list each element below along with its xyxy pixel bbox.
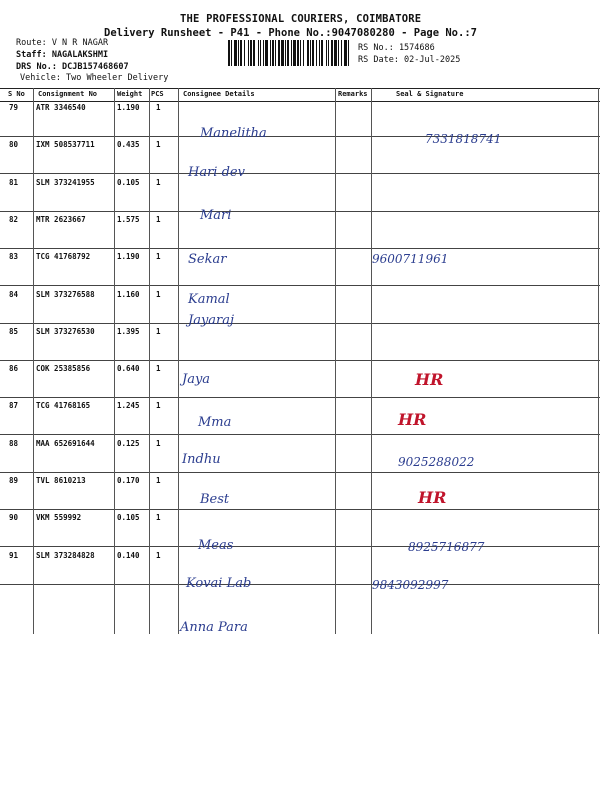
col-weight: Weight (117, 90, 143, 98)
row-pcs: 1 (156, 550, 161, 560)
row-pcs: 1 (156, 476, 161, 485)
row-weight: 1.160 (117, 289, 140, 299)
row-consignment-no: SLM 373284828 (36, 550, 95, 560)
signature-handwriting: 7331818741 (425, 132, 502, 146)
drs-number: DRS No.: DCJB157468607 (16, 62, 129, 72)
col-sno: S No (8, 90, 25, 98)
col-seal: Seal & Signature (396, 90, 464, 98)
row-sno: 83 (9, 252, 19, 262)
row-consignment-no: TVL 8610213 (36, 476, 86, 485)
row-consignment-no: SLM 373241955 (36, 177, 95, 187)
table-row (0, 175, 600, 212)
row-consignment-no: COK 25385856 (36, 364, 91, 374)
rs-number: RS No.: 1574686 (358, 43, 435, 53)
row-weight: 1.245 (117, 401, 140, 411)
row-consignment-no: VKM 559992 (36, 513, 82, 523)
row-pcs: 1 (156, 401, 161, 411)
column-divider (178, 88, 179, 634)
row-consignment-no: TCG 41768792 (36, 252, 91, 262)
row-weight: 0.140 (117, 550, 140, 560)
row-weight: 1.575 (117, 214, 140, 224)
row-consignment-no: IXM 508537711 (36, 140, 95, 150)
signature-handwriting: 8925716877 (408, 540, 485, 554)
row-weight: 0.170 (117, 476, 140, 485)
row-sno: 89 (9, 476, 19, 485)
column-divider (114, 88, 115, 634)
column-divider (371, 88, 372, 634)
rs-date: RS Date: 02-Jul-2025 (358, 55, 461, 65)
signature-handwriting: HR (398, 410, 427, 429)
column-divider (33, 88, 34, 634)
row-consignment-no: ATR 3346540 (36, 103, 86, 112)
signature-handwriting: HR (418, 488, 447, 507)
consignee-handwriting: Meas (198, 538, 234, 553)
row-pcs: 1 (156, 364, 161, 374)
table-row (0, 212, 600, 249)
table-row (0, 473, 600, 510)
runsheet-header (0, 0, 600, 88)
table-row (0, 436, 600, 473)
consignee-handwriting: Kamal (188, 292, 230, 307)
table-row (0, 548, 600, 585)
vehicle-label: Vehicle: Two Wheeler Delivery (20, 73, 169, 83)
row-sno: 79 (9, 103, 19, 112)
signature-handwriting: 9843092997 (372, 578, 449, 592)
row-sno: 88 (9, 438, 19, 448)
consignee-handwriting: Best (200, 492, 230, 507)
row-pcs: 1 (156, 252, 161, 262)
row-consignment-no: TCG 41768165 (36, 401, 91, 411)
signature-handwriting: 9025288022 (398, 455, 475, 469)
row-pcs: 1 (156, 214, 161, 224)
table-row (0, 249, 600, 286)
table-row (0, 361, 600, 398)
company-name: THE PROFESSIONAL COURIERS, COIMBATORE (180, 13, 422, 25)
consignee-handwriting: Sekar (188, 252, 227, 267)
row-weight: 0.105 (117, 177, 140, 187)
table-row (0, 137, 600, 174)
table-row (0, 398, 600, 435)
row-weight: 0.125 (117, 438, 140, 448)
consignee-handwriting: Mari (200, 208, 232, 223)
column-divider (335, 88, 336, 634)
row-weight: 0.640 (117, 364, 140, 374)
col-consignment: Consignment No (38, 90, 98, 98)
consignee-handwriting: Indhu (182, 452, 221, 467)
route-label: Route: V N R NAGAR (16, 38, 109, 48)
runsheet-title: Delivery Runsheet - P41 - Phone No.:9047080280 - Page No.:7 (104, 27, 477, 39)
table-row (0, 287, 600, 324)
row-weight: 0.105 (117, 513, 140, 523)
row-sno: 81 (9, 177, 19, 187)
consignee-handwriting: Kovai Lab (186, 576, 252, 591)
col-consignee: Consignee Details (183, 90, 255, 98)
row-sno: 80 (9, 140, 19, 150)
row-pcs: 1 (156, 326, 161, 336)
row-pcs: 1 (156, 513, 161, 523)
row-sno: 82 (9, 214, 19, 224)
row-sno: 91 (9, 550, 19, 560)
consignee-handwriting: Hari dev (188, 165, 245, 180)
row-consignment-no: MTR 2623667 (36, 214, 86, 224)
row-pcs: 1 (156, 140, 161, 150)
row-weight: 1.395 (117, 326, 140, 336)
col-remarks: Remarks (338, 90, 368, 98)
consignee-handwriting: Manelitha (200, 126, 267, 141)
signature-handwriting: 9600711961 (372, 252, 449, 266)
consignee-handwriting: Jaya (182, 372, 211, 387)
row-pcs: 1 (156, 289, 161, 299)
row-sno: 86 (9, 364, 19, 374)
consignee-handwriting: Jayaraj (188, 313, 235, 328)
row-weight: 1.190 (117, 252, 140, 262)
row-consignment-no: MAA 652691644 (36, 438, 95, 448)
consignee-handwriting: Mma (198, 415, 232, 430)
column-divider (149, 88, 150, 634)
row-consignment-no: SLM 373276588 (36, 289, 95, 299)
table-row (0, 100, 600, 137)
row-sno: 85 (9, 326, 19, 336)
row-sno: 87 (9, 401, 19, 411)
row-pcs: 1 (156, 177, 161, 187)
barcode-image (228, 40, 350, 66)
row-consignment-no: SLM 373276530 (36, 326, 95, 336)
column-divider (598, 88, 599, 634)
row-weight: 0.435 (117, 140, 140, 150)
table-row (0, 510, 600, 547)
row-pcs: 1 (156, 103, 161, 112)
staff-label: Staff: NAGALAKSHMI (16, 50, 109, 60)
signature-handwriting: HR (415, 370, 444, 389)
consignee-handwriting: Anna Para (180, 620, 248, 635)
row-pcs: 1 (156, 438, 161, 448)
col-pcs: PCS (151, 90, 164, 98)
row-weight: 1.190 (117, 103, 140, 112)
row-sno: 90 (9, 513, 19, 523)
row-sno: 84 (9, 289, 19, 299)
table-row (0, 324, 600, 361)
